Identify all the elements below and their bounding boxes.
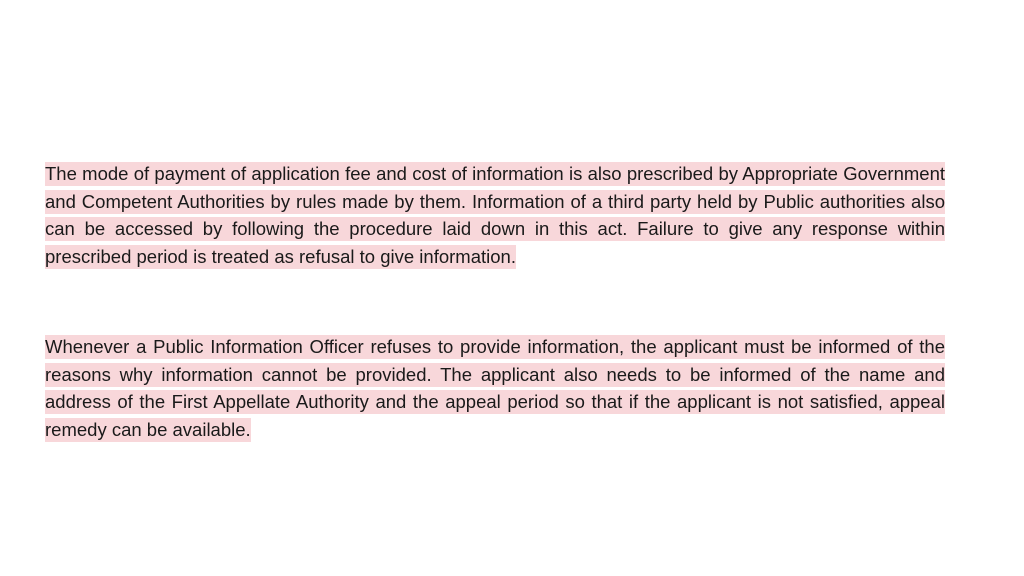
paragraph-payment-mode bbox=[45, 160, 945, 270]
highlighted-text: The mode of payment of application fee and cost of information is also prescribed by Appropriate Government and Competent Authorities by rules made by them. Information of a third party held by Public authorities also can be accessed by following the procedure laid down in this act. Failure to give any response within prescribed period is treated as refusal to give information. bbox=[45, 163, 945, 267]
highlighted-text: Whenever a Public Information Officer refuses to provide information, the applicant must be informed of the reasons why information cannot be provided. The applicant also needs to be informed of the name and address of the First Appellate Authority and the appeal period so that if the applicant is not satisfied, appeal remedy can be available. bbox=[45, 336, 945, 440]
paragraph-refusal-reasons bbox=[45, 333, 945, 443]
